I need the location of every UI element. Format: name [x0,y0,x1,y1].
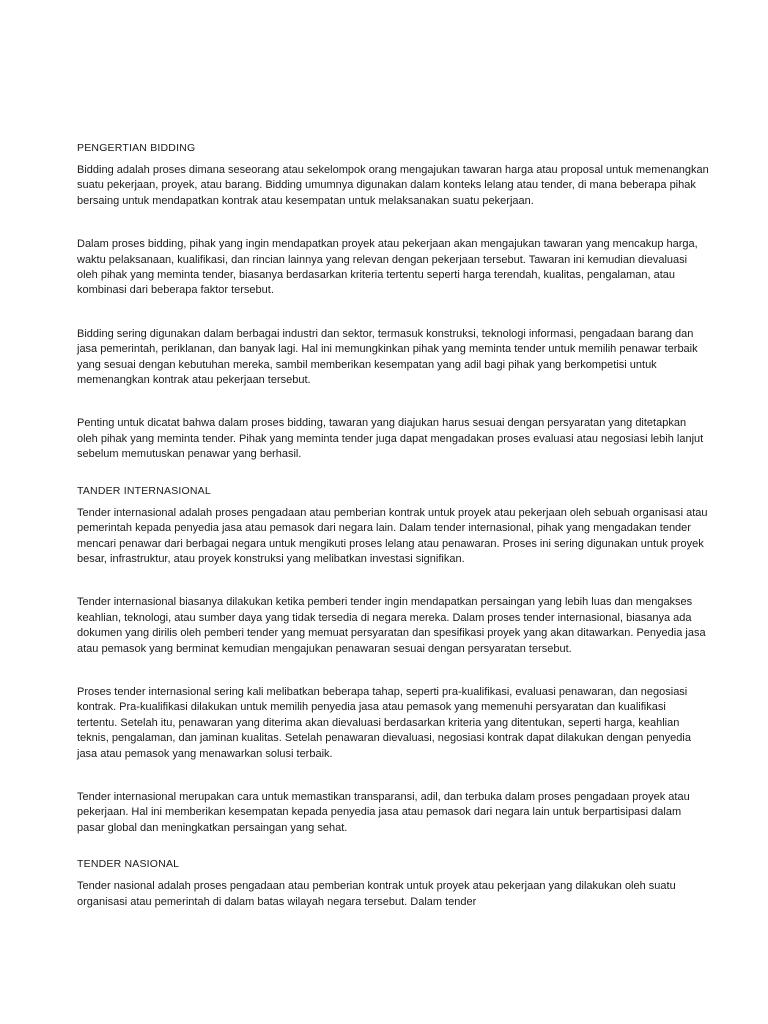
section-heading-tender-nasional: TENDER NASIONAL [77,858,180,871]
paragraph: Bidding adalah proses dimana seseorang atau sekelompok orang mengajukan tawaran harga atau proposal untuk memenangkan suatu pekerjaan, proyek, atau barang. Bidding umumnya digunakan dalam konteks lelang atau tender, di mana beberapa pihak bersaing untuk mendapatkan kontrak atau kesempatan untuk melaksanakan suatu pekerjaan. [77,164,709,207]
paragraph: Penting untuk dicatat bahwa dalam proses bidding, tawaran yang diajukan harus sesuai dengan persyaratan yang ditetapkan oleh pihak yang meminta tender. Pihak yang meminta tender juga dapat mengadakan proses evaluasi atau negosiasi lebih lanjut sebelum memutuskan penawar yang berhasil. [77,417,704,461]
document-content [77,141,709,910]
paragraph: Bidding sering digunakan dalam berbagai industri dan sektor, termasuk konstruksi, teknologi informasi, pengadaan barang dan jasa pemerintah, periklanan, dan banyak lagi. Hal ini memungkinkan pihak yang meminta tender untuk memilih penawar terbaik yang sesuai dengan kebutuhan mereka, sambil memberikan kesempatan yang adil bagi pihak yang berkompetisi untuk memenangkan kontrak atau pekerjaan tersebut. [77,327,698,387]
paragraph: Tender internasional merupakan cara untuk memastikan transparansi, adil, dan terbuka dalam proses pengadaan proyek atau pekerjaan. Hal ini memberikan kesempatan kepada penyedia jasa atau pemasok dari negara lain untuk berpartisipasi dalam pasar global dan meningkatkan persaingan yang sehat. [77,790,690,834]
section-heading-pengertian-bidding: PENGERTIAN BIDDING [77,142,196,154]
paragraph: Dalam proses bidding, pihak yang ingin mendapatkan proyek atau pekerjaan akan mengajukan tawaran yang mencakup harga, waktu pelaksanaan, kualifikasi, dan rincian lainnya yang relevan dengan pekerjaan tersebut. Tawaran ini kemudian dievaluasi oleh pihak yang meminta tender, biasanya berdasarkan kriteria tertentu seperti harga terendah, kualitas, pengalaman, atau kombinasi dari beberapa faktor tersebut. [77,238,698,297]
paragraph: Tender internasional biasanya dilakukan ketika pemberi tender ingin mendapatkan persaingan yang lebih luas dan mengakses keahlian, teknologi, atau sumber daya yang tidak tersedia di negara mereka. Dalam proses tender internasional, biasanya ada dokumen yang dirilis oleh pemberi tender yang memuat persyaratan dan spesifikasi proyek yang akan ditawarkan. Penyedia jasa atau pemasok yang berminat kemudian mengajukan penawaran sesuai dengan persyaratan tersebut. [77,596,706,655]
paragraph: Tender internasional adalah proses pengadaan atau pemberian kontrak untuk proyek atau pekerjaan oleh sebuah organisasi atau pemerintah kepada penyedia jasa atau pemasok dari negara lain. Dalam tender internasional, pihak yang mengadakan tender mencari penawar dari berbagai negara untuk mengikuti proses lelang atau penawaran. Proses ini sering digunakan untuk proyek besar, infrastruktur, atau proyek konstruksi yang melibatkan investasi signifikan. [77,506,708,565]
section-heading-tander-internasional: TANDER INTERNASIONAL [77,484,211,497]
paragraph: Tender nasional adalah proses pengadaan atau pemberian kontrak untuk proyek atau pekerjaan yang dilakukan oleh suatu organisasi atau pemerintah di dalam batas wilayah negara tersebut. Dalam tender [77,880,676,908]
paragraph: Proses tender internasional sering kali melibatkan beberapa tahap, seperti pra-kualifikasi, evaluasi penawaran, dan negosiasi kontrak. Pra-kualifikasi dilakukan untuk memilih penyedia jasa atau pemasok yang memenuhi persyaratan dan kualifikasi tertentu. Setelah itu, penawaran yang diterima akan dievaluasi berdasarkan kriteria yang ditentukan, seperti harga, keahlian teknis, pengalaman, dan jaminan kualitas. Setelah penawaran dievaluasi, negosiasi kontrak dapat dilakukan dengan penyedia jasa atau pemasok yang menawarkan solusi terbaik. [77,685,691,760]
